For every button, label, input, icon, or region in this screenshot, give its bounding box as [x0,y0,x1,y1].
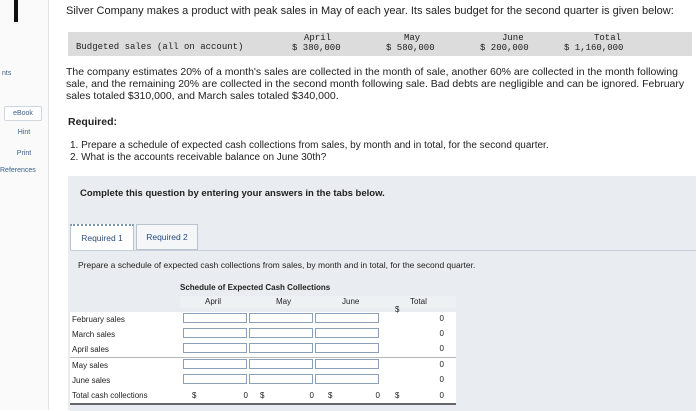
required-heading: Required: [68,116,118,128]
input-april-april[interactable] [183,343,247,353]
input-june-june[interactable] [315,374,379,384]
question-paragraph: The company estimates 20% of a month's sales are collected in the month of sale, another 60% are collected in the month following sale, and the remaining 20% are collected in the second month following sale. Bad debts are negligible and can be ignored. February sales totaled $310,000, and March sales totaled $340,000. [66,66,685,102]
row-label-april: April sales [72,345,109,354]
print-link[interactable]: Print [16,150,32,157]
input-march-june[interactable] [315,328,379,338]
col-header-total: Total [410,297,427,306]
total-february: 0 [439,314,444,323]
input-may-april[interactable] [183,359,247,369]
input-march-april[interactable] [183,328,247,338]
input-may-may[interactable] [249,359,313,369]
required-item-2: 2. What is the accounts receivable balance on June 30th? [70,152,327,163]
sidebar-top-label: nts [2,70,12,77]
total-total-value: 0 [439,391,444,400]
budget-val-june: $ 200,000 [480,43,529,53]
budget-val-total: $ 1,160,000 [564,43,624,53]
row-label-june: June sales [72,376,111,385]
col-header-june: June [342,297,360,306]
total-may-value: 0 [309,391,314,400]
row-label-march: March sales [72,330,116,339]
budget-col-total: Total [594,33,622,43]
question-intro: Silver Company makes a product with peak sales in May of each year. Its sales budget for the second quarter is given below: [66,5,674,17]
total-march: 0 [439,329,444,338]
row-label-february: February sales [72,315,125,324]
input-june-april[interactable] [183,374,247,384]
total-june-value: 0 [375,391,380,400]
required-item-1: 1. Prepare a schedule of expected cash collections from sales, by month and in total, for the second quarter. [70,140,549,151]
input-february-april[interactable] [183,313,247,323]
hint-link[interactable]: Hint [17,129,31,136]
budget-val-april: $ 380,000 [292,43,341,53]
total-june: 0 [439,375,444,384]
complete-instruction: Complete this question by entering your answers in the tabs below. [80,188,385,199]
budget-val-may: $ 580,000 [386,43,435,53]
input-february-may[interactable] [249,313,313,323]
dollar-sign: $ [260,391,265,400]
col-header-april: April [205,297,222,306]
prepare-instruction: Prepare a schedule of expected cash collections from sales, by month and in total, for the second quarter. [78,260,476,270]
input-may-june[interactable] [315,359,379,369]
input-april-may[interactable] [249,343,313,353]
input-april-june[interactable] [315,343,379,353]
input-march-may[interactable] [249,328,313,338]
budget-col-may: May [404,33,421,43]
dollar-sign: $ [395,391,400,400]
row-label-total: Total cash collections [72,391,148,400]
schedule-title: Schedule of Expected Cash Collections [180,283,331,292]
dollar-sign: $ [395,305,400,314]
input-june-may[interactable] [249,374,313,384]
total-april-value: 0 [243,391,248,400]
budget-row-label: Budgeted sales (all on account) [76,42,244,52]
dollar-sign: $ [328,391,333,400]
budget-col-june: June [502,33,524,43]
budget-col-april: April [304,33,332,43]
tab-required-1[interactable]: Required 1 [70,224,134,250]
dollar-sign: $ [192,391,197,400]
tab-required-2[interactable]: Required 2 [136,224,198,250]
input-february-june[interactable] [315,313,379,323]
left-sidebar [0,0,49,410]
total-april: 0 [439,344,444,353]
row-label-may: May sales [72,361,109,370]
sidebar-marker [14,0,18,22]
total-may: 0 [439,360,444,369]
col-header-may: May [276,297,292,306]
references-link[interactable]: References [0,167,36,174]
ebook-link[interactable]: eBook [4,106,42,121]
